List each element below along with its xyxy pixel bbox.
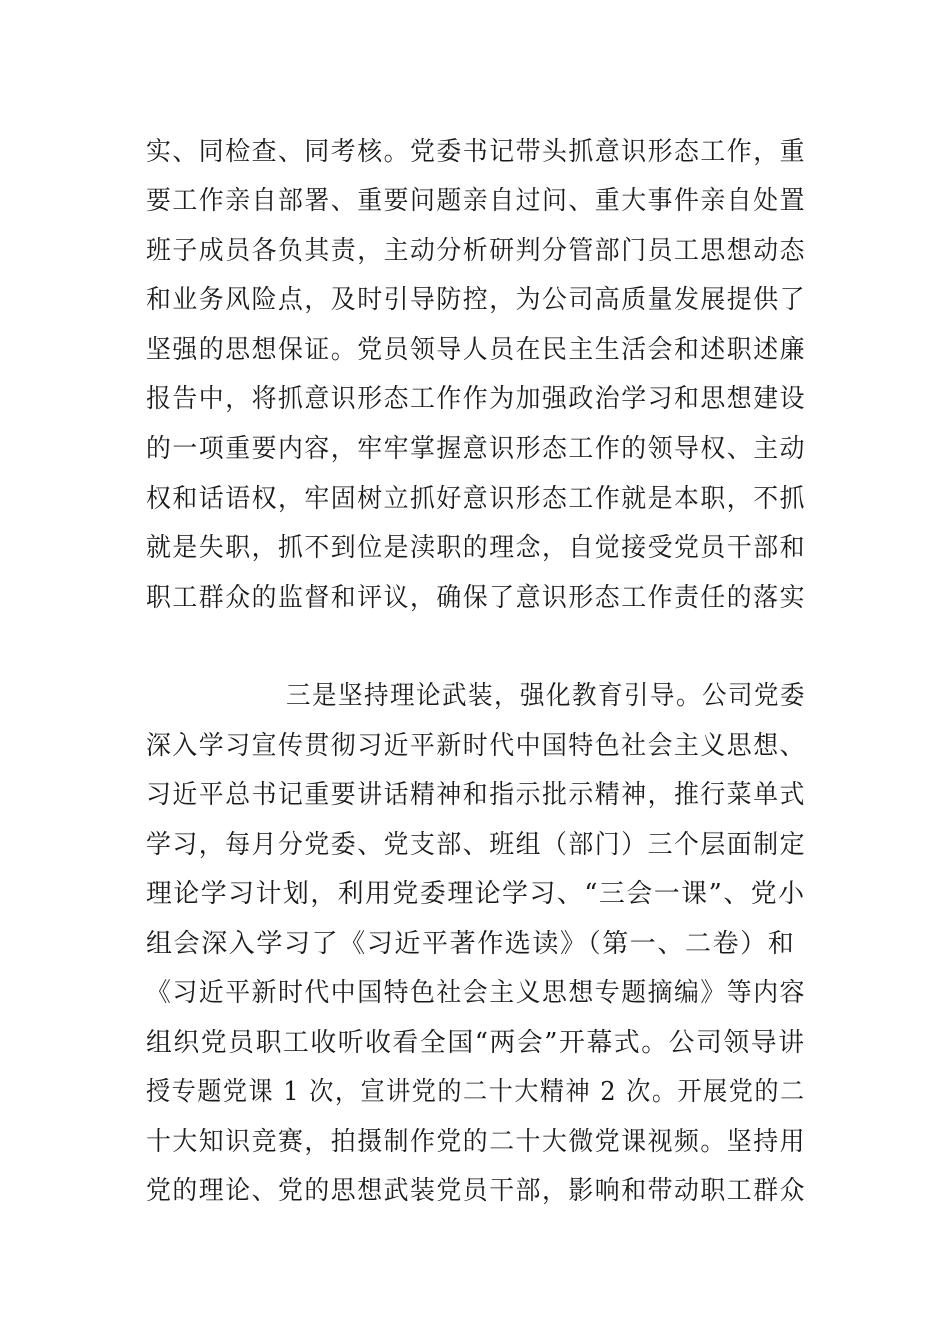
text-line: 党的理论、党的思想武装党员干部，影响和带动职工群众 <box>146 1176 807 1206</box>
text-line: 权和话语权，牢固树立抓好意识形态工作就是本职，不抓 <box>146 484 807 514</box>
text-line: 十大知识竞赛，拍摄制作党的二十大微党课视频。坚持用 <box>146 1127 807 1157</box>
text-line: 理论学习计划，利用党委理论学习、“三会一课”、党小 <box>146 879 806 909</box>
text-line-indented: 三是坚持理论武装，强化教育引导。公司党委 <box>286 681 807 711</box>
text-line: 学习，每月分党委、党支部、班组（部门）三个层面制定 <box>146 830 807 860</box>
text-line: 和业务风险点，及时引导防控，为公司高质量发展提供了 <box>146 285 807 315</box>
text-line: 实、同检查、同考核。党委书记带头抓意识形态工作，重 <box>146 137 807 167</box>
text-line: 深入学习宣传贯彻习近平新时代中国特色社会主义思想、 <box>146 731 807 761</box>
text-line: 坚强的思想保证。党员领导人员在民主生活会和述职述廉 <box>146 335 807 365</box>
text-line: 习近平总书记重要讲话精神和指示批示精神，推行菜单式 <box>146 780 807 810</box>
text-line: 组会深入学习了《习近平著作选读》（第一、二卷）和 <box>146 929 796 959</box>
text-line: 报告中，将抓意识形态工作作为加强政治学习和思想建设 <box>146 384 807 414</box>
text-line: 职工群众的监督和评议，确保了意识形态工作责任的落实 <box>146 583 807 613</box>
text-line: 要工作亲自部署、重要问题亲自过问、重大事件亲自处置 <box>146 186 807 216</box>
text-line: 就是失职，抓不到位是渎职的理念，自觉接受党员干部和 <box>146 533 807 563</box>
text-line: 组织党员职工收听收看全国“两会”开幕式。公司领导讲 <box>146 1028 806 1058</box>
text-line: 授专题党课 1 次，宣讲党的二十大精神 2 次。开展党的二 <box>146 1077 806 1107</box>
text-line: 班子成员各负其责，主动分析研判分管部门员工思想动态 <box>146 236 807 266</box>
text-line: 的一项重要内容，牢牢掌握意识形态工作的领导权、主动 <box>146 434 807 464</box>
text-line: 《习近平新时代中国特色社会主义思想专题摘编》等内容 <box>146 978 807 1008</box>
